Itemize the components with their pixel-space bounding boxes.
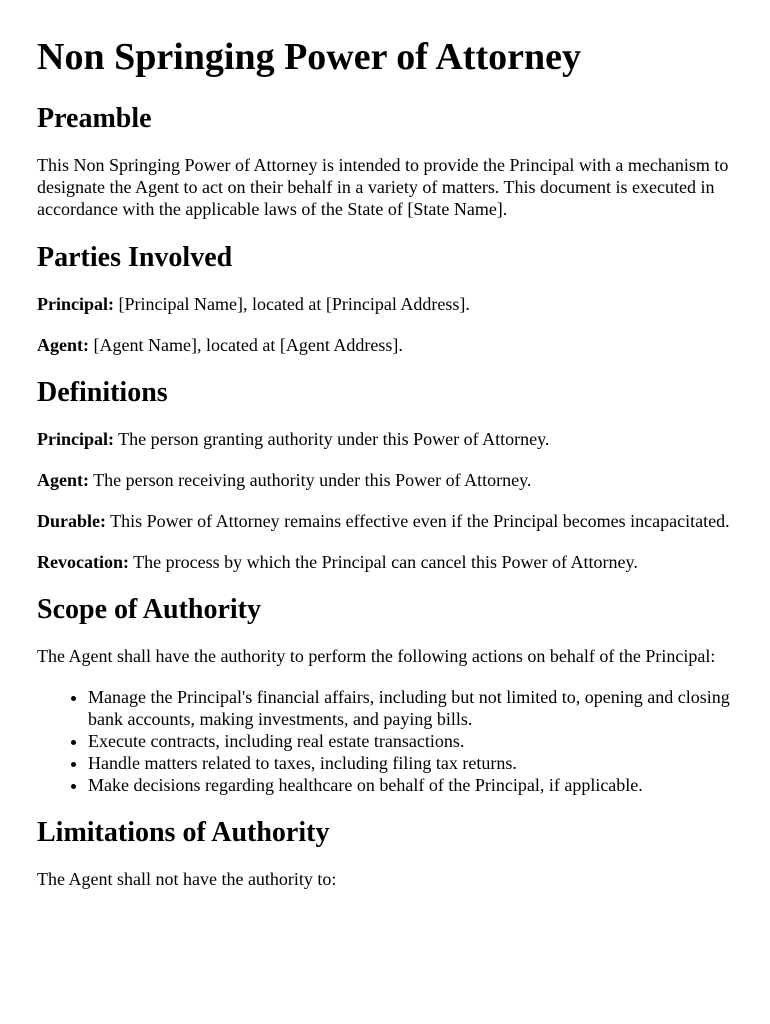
definition-agent [37,469,737,491]
document-title: Non Springing Power of Attorney [37,36,581,78]
definitions-heading: Definitions [37,377,168,408]
definition-term: Agent: [37,470,89,490]
limitations-intro: The Agent shall not have the authority to: [37,869,337,889]
party-agent-label: Agent: [37,335,89,355]
definition-text: The process by which the Principal can cancel this Power of Attorney. [128,552,638,572]
limitations-heading: Limitations of Authority [37,817,330,848]
party-principal-label: Principal: [37,294,114,314]
definition-term: Principal: [37,429,114,449]
list-item: • Execute contracts, including real estate transactions. [88,730,737,752]
definition-text: The person granting authority under this Power of Attorney. [114,429,550,449]
party-agent-text: [Agent Name], located at [Agent Address]. [89,335,403,355]
party-agent [37,334,737,356]
party-principal [37,293,737,315]
list-item: • Handle matters related to taxes, including filing tax returns. [88,752,737,774]
definition-term: Durable: [37,511,106,531]
definition-term: Revocation: [37,552,129,572]
definition-text: The person receiving authority under this Power of Attorney. [89,470,532,490]
document [37,0,737,890]
scope-intro: The Agent shall have the authority to perform the following actions on behalf of the Principal: [37,646,716,666]
definition-durable [37,510,737,532]
preamble-text: This Non Springing Power of Attorney is intended to provide the Principal with a mechanism to designate the Agent to act on their behalf in a variety of matters. This document is executed in accordance with the applicable laws of the State of [State Name]. [37,155,729,219]
list-item: • Manage the Principal's financial affairs, including but not limited to, opening and closing bank accounts, making investments, and paying bills. [88,686,737,730]
parties-heading: Parties Involved [37,242,233,273]
definition-text: This Power of Attorney remains effective even if the Principal becomes incapacitated. [106,511,730,531]
list-item: • Make decisions regarding healthcare on behalf of the Principal, if applicable. [88,774,737,796]
preamble-heading: Preamble [37,103,152,134]
definition-principal [37,428,737,450]
party-principal-text: [Principal Name], located at [Principal Address]. [114,294,470,314]
scope-heading: Scope of Authority [37,594,261,625]
definition-revocation [37,551,737,573]
scope-list [37,686,737,796]
